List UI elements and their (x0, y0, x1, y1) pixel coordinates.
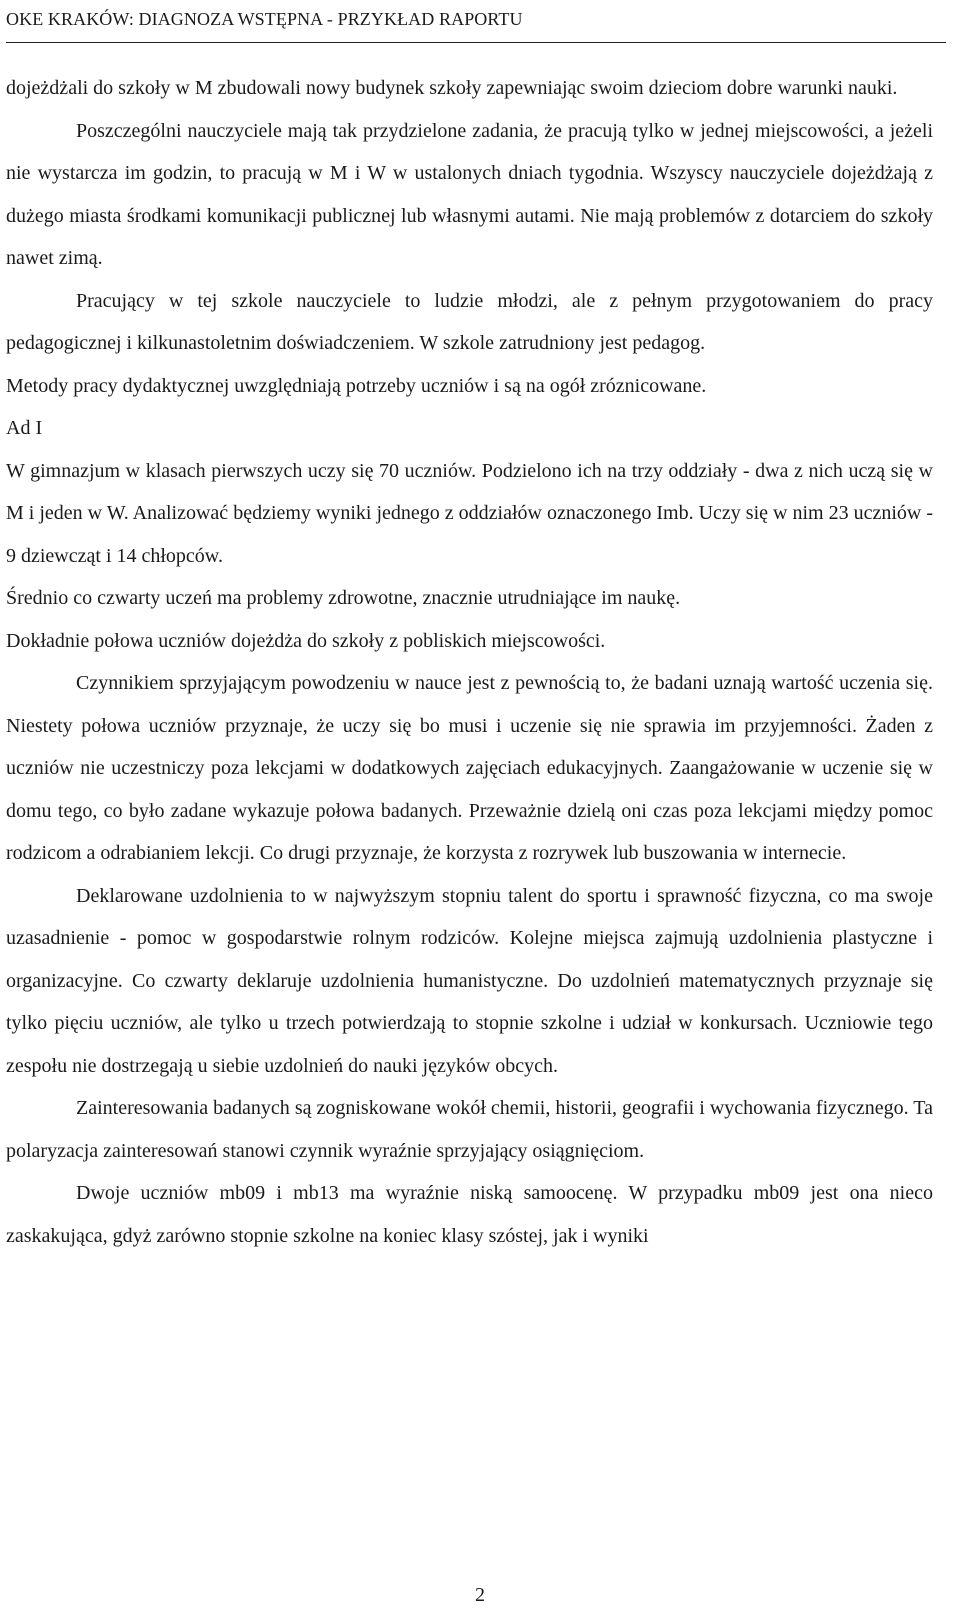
document-body (6, 67, 933, 1257)
paragraph: Pracujący w tej szkole nauczyciele to ludzie młodzi, ale z pełnym przygotowaniem do pracy pedagogicznej i kilkunastoletnim doświadczeniem. W szkole zatrudniony jest pedagog. (6, 289, 933, 354)
running-header (6, 4, 946, 43)
paragraph: Zainteresowania badanych są zogniskowane wokół chemii, historii, geografii i wychowania fizycznego. Ta polaryzacja zainteresowań stanowi czynnik wyraźnie sprzyjający osiągnięciom. (6, 1097, 933, 1162)
paragraph: Średnio co czwarty uczeń ma problemy zdrowotne, znacznie utrudniające im naukę. (6, 587, 681, 609)
page-number: 2 (475, 1584, 485, 1606)
paragraph: Poszczególni nauczyciele mają tak przydzielone zadania, że pracują tylko w jednej miejscowości, a jeżeli nie wystarcza im godzin, to pracują w M i W w ustalonych dniach tygodnia. Wszyscy nauczyciele dojeżdżają z dużego miasta środkami komunikacji publicznej lub własnymi autami. Nie mają problemów z dotarciem do szkoły nawet zimą. (6, 119, 933, 269)
paragraph: Metody pracy dydaktycznej uwzględniają potrzeby uczniów i są na ogół zróznicowane. (6, 374, 707, 397)
paragraph: dojeżdżali do szkoły w M zbudowali nowy budynek szkoły zapewniając swoim dzieciom dobre warunki nauki. (6, 77, 898, 99)
paragraph: Dwoje uczniów mb09 i mb13 ma wyraźnie niską samoocenę. W przypadku mb09 jest ona nieco zaskakująca, gdyż zarówno stopnie szkolne na koniec klasy szóstej, jak i wyniki (6, 1182, 933, 1247)
paragraph: Deklarowane uzdolnienia to w najwyższym stopniu talent do sportu i sprawność fizyczna, co ma swoje uzasadnienie - pomoc w gospodarstwie rolnym rodziców. Kolejne miejsca zajmują uzdolnienia plastyczne i organizacyjne. Co czwarty deklaruje uzdolnienia humanistyczne. Do uzdolnień matematycznych przyznaje się tylko pięciu uczniów, ale tylko u trzech potwierdzają to stopnie szkolne i udział w konkursach. Uczniowie tego zespołu nie dostrzegają u siebie uzdolnień do nauki języków obcych. (6, 884, 933, 1077)
paragraph: W gimnazjum w klasach pierwszych uczy się 70 uczniów. Podzielono ich na trzy oddziały - dwa z nich uczą się w M i jeden w W. Analizować będziemy wyniki jednego z oddziałów oznaczonego Imb. Uczy się w nim 23 uczniów - 9 dziewcząt i 14 chłopców. (6, 459, 933, 567)
paragraph: Czynnikiem sprzyjającym powodzeniu w nauce jest z pewnością to, że badani uznają wartość uczenia się. Niestety połowa uczniów przyznaje, że uczy się bo musi i uczenie się nie sprawia im przyjemności. Żaden z uczniów nie uczestniczy poza lekcjami w dodatkowych zajęciach edukacyjnych. Zaangażowanie w uczenie się w domu tego, co było zadane wykazuje połowa badanych. Przeważnie dzielą oni czas poza lekcjami między pomoc rodzicom a odrabianiem lekcji. Co drugi przyznaje, że korzysta z rozrywek lub buszowania w internecie. (6, 672, 933, 864)
paragraph: Dokładnie połowa uczniów dojeżdża do szkoły z pobliskich miejscowości. (6, 629, 606, 652)
section-label: Ad I (6, 417, 43, 439)
header-title: OKE KRAKÓW: DIAGNOZA WSTĘPNA - PRZYKŁAD RAPORTU (6, 9, 523, 29)
